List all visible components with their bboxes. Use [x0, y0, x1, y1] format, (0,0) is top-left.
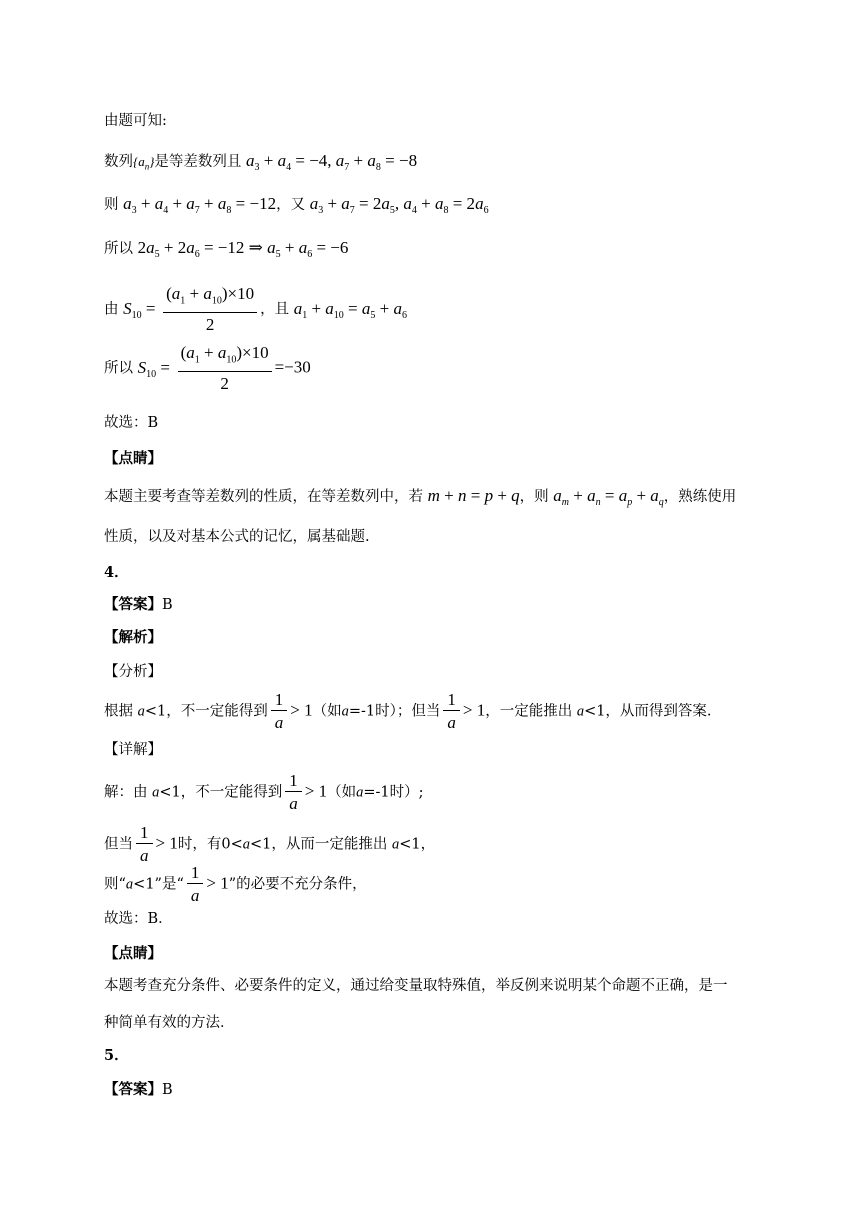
- text-xj2-a: 但当: [104, 836, 133, 853]
- line-xj2: 但当 $\frac{1}{a}$ > 1时，有0<a<1，从而一定能推出 a<1，: [104, 823, 436, 865]
- fraction-numerator-2: $(a_1 + a_{10})\times 10$: [178, 343, 272, 372]
- math-s10-result: −30: [284, 357, 311, 377]
- fraction-s10: [163, 284, 257, 335]
- math-so: $2a_5 + 2a_6 = -12$ ⇒ $a_5 + a_6 = -6$: [137, 238, 349, 260]
- text-so2: 所以: [104, 360, 133, 377]
- line-sequence-condition: [104, 151, 417, 178]
- heading-xiangjie-4: 【详解】: [104, 742, 162, 758]
- heading-fenxi-4: 【分析】: [104, 664, 162, 680]
- line-s10-formula: [104, 284, 407, 335]
- text-so1: 所以: [104, 241, 133, 257]
- math-s10-rel: $a_1 + a_{10} = a_5 + a_6$: [293, 298, 407, 321]
- text-xj3-c: ”的必要不充分条件，: [228, 876, 367, 893]
- fraction-numerator: $(a_1 + a_{10})\times 10$: [163, 284, 257, 313]
- fraction-1-over-a-5: $\frac{1}{a}$: [187, 863, 204, 906]
- text-fx-e: ，一定能推出: [485, 703, 573, 720]
- question-number-4: 4．: [104, 564, 129, 581]
- text-fx-d: =-1时）；但当: [348, 703, 441, 720]
- text-xj3-a: 则“: [104, 876, 126, 893]
- text-fx-f: <1，从而得到答案.: [584, 703, 712, 720]
- text-xj1-d: =-1时）;: [363, 784, 424, 801]
- math-s10-label-2: $S_{10}$ =: [137, 357, 170, 380]
- text-xj2-b: 时，有0<: [177, 836, 243, 853]
- text-dj3-b: ，则: [519, 489, 549, 505]
- answer-4: [104, 595, 173, 615]
- fraction-1-over-a-4: $\frac{1}{a}$: [136, 823, 153, 866]
- math-eq: =: [274, 357, 285, 377]
- text-xj3-b: <1”是“: [133, 876, 184, 893]
- question-number-5: 5．: [104, 1047, 129, 1064]
- text-then: 则: [104, 197, 119, 213]
- math-amapaq: $a_m + a_n = a_p + a_q$: [553, 486, 664, 508]
- fraction-denominator: 2: [205, 315, 215, 335]
- answer-5-label: 【答案】: [104, 1081, 162, 1098]
- math-mnpq: m + n = p + q: [427, 486, 520, 505]
- text-xj2-c: <1，从而一定能推出: [249, 836, 388, 853]
- text-and: ，且: [260, 301, 290, 318]
- text-xj1-a: 解：由: [104, 784, 148, 801]
- line-xj1: 解：由 a<1，不一定能得到 $\frac{1}{a}$ > 1（如a=-1时）;: [104, 771, 424, 813]
- fraction-1-over-a-2: $\frac{1}{a}$: [443, 690, 460, 733]
- text-dj4-a: 本题考查充分条件、必要条件的定义，通过给变量取特殊值，举反例来说明某个命题不正确，是一: [104, 978, 728, 994]
- answer-4-value: B: [162, 597, 173, 613]
- answer-5: [104, 1080, 173, 1100]
- fraction-1-over-a-3: $\frac{1}{a}$: [285, 771, 302, 814]
- text-seq-post: 是等差数列且: [154, 154, 242, 170]
- math-sum: $a_3 + a_4 + a_7 + a_8 = -12$: [123, 194, 277, 216]
- math-rel: $a_3 + a_7 = 2a_5$, $a_4 + a_8 = 2a_6$: [309, 194, 489, 216]
- text-by: 由: [104, 301, 119, 318]
- line-s10-result: [104, 343, 311, 394]
- line-dianjing-3: [104, 486, 736, 513]
- text-dj3-c: ，熟练使用: [663, 489, 737, 505]
- math-gt1-2: > 1: [462, 700, 486, 720]
- text-xj1-b: <1，不一定能得到: [159, 784, 283, 801]
- line-so: [104, 238, 348, 265]
- line-fenxi-4: 根据 a<1，不一定能得到 $\frac{1}{a}$ > 1（如a=-1时）；但当 $\frac{1}{a}$ > 1，一定能推出 a<1，从而得到答案.: [104, 690, 712, 732]
- fraction-denominator-2: 2: [220, 374, 229, 394]
- answer-4-label: 【答案】: [104, 596, 162, 613]
- heading-dianjing-3: 【点睛】: [104, 450, 162, 467]
- text-seq-pre: 数列: [104, 154, 133, 170]
- math-s10-label: $S_{10}$ =: [123, 298, 156, 321]
- math-cond1: $a_3 + a_4 = -4$, $a_7 + a_8 = -8$: [246, 151, 418, 173]
- text-xj1-c: （如: [327, 784, 357, 801]
- text-fx-b: <1，不一定能得到: [144, 703, 268, 720]
- var-a: a: [137, 703, 145, 720]
- heading-dianjing-4: 【点睛】: [104, 945, 162, 962]
- answer-5-value: B: [162, 1082, 173, 1098]
- text-choice-3: 故选：B: [104, 415, 159, 431]
- fraction-1-over-a: $\frac{1}{a}$: [271, 690, 288, 733]
- line-sum: [104, 194, 489, 221]
- text-also: ，又: [276, 197, 306, 213]
- line-xj3: 则“a<1”是“ $\frac{1}{a}$ > 1”的必要不充分条件，: [104, 863, 367, 905]
- text-dj3-d: 性质，以及对基本公式的记忆，属基础题.: [104, 529, 370, 545]
- heading-jiexi-4: 【解析】: [104, 629, 162, 646]
- text-dj4-b: 种简单有效的方法．: [104, 1015, 235, 1031]
- math-seq: $\{a_n\}$: [133, 154, 155, 172]
- text-intro: 由题可知:: [104, 113, 167, 129]
- text-fx-a: 根据: [104, 703, 133, 720]
- math-gt1: > 1: [290, 700, 313, 720]
- text-choice-4: 故选：B．: [104, 911, 173, 927]
- text-xj2-d: <1，: [399, 836, 436, 853]
- text-fx-c: （如: [312, 703, 342, 720]
- fraction-s10-2: [178, 343, 272, 394]
- text-dj3-a: 本题主要考查等差数列的性质，在等差数列中，若: [104, 489, 423, 505]
